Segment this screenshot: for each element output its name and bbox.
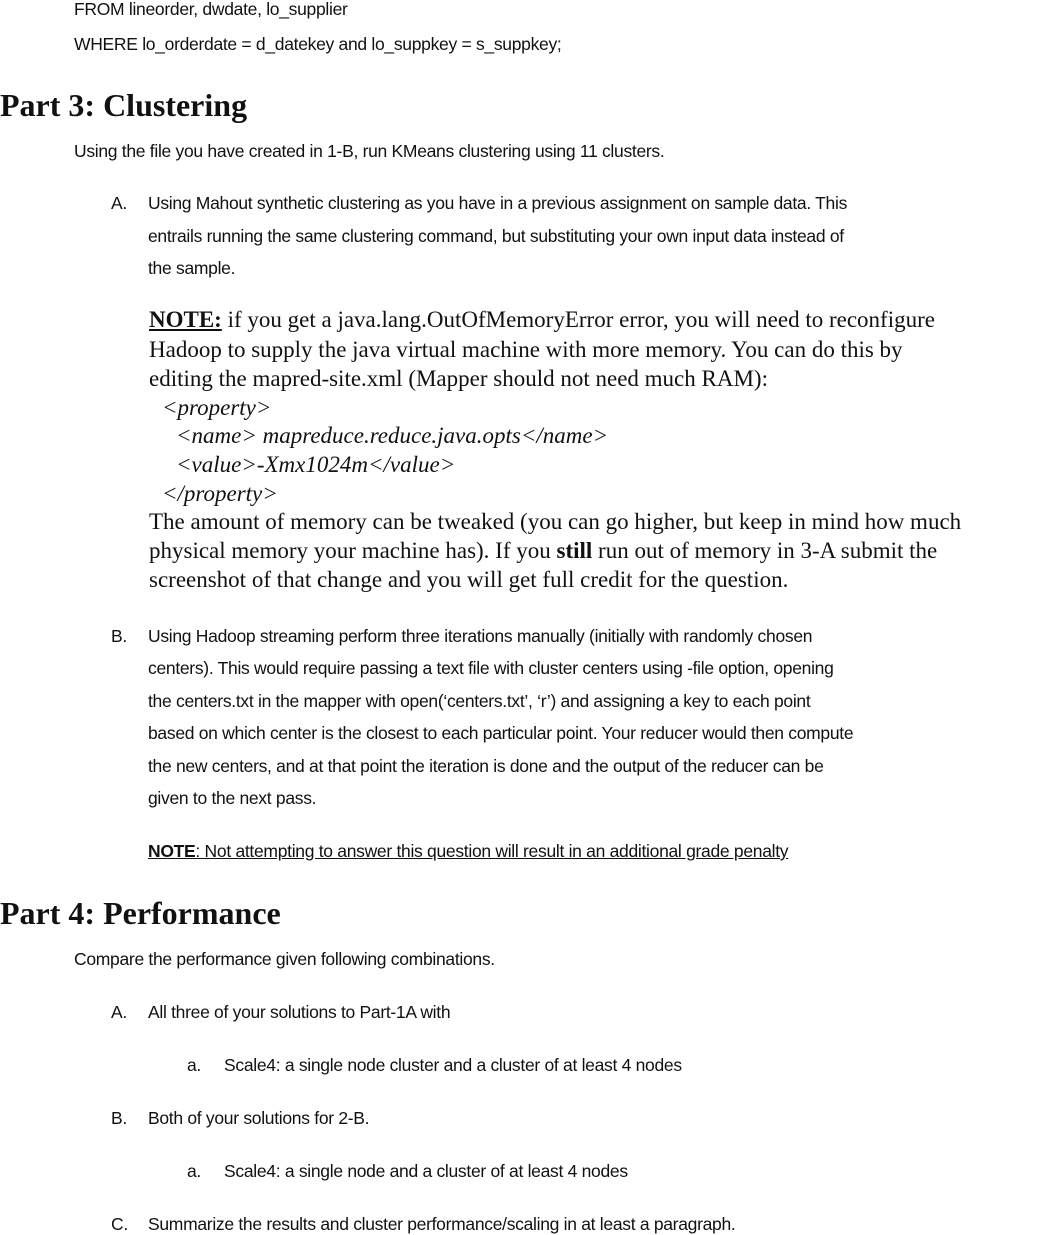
xml-code-line: <property> — [162, 395, 272, 420]
part3-b-line: the new centers, and at that point the iteration is done and the output of the reducer can be — [148, 756, 824, 776]
sql-from-line: FROM lineorder, dwdate, lo_supplier — [74, 0, 348, 19]
part4-b-sub-text: Scale4: a single node and a cluster of at least 4 nodes — [224, 1161, 628, 1181]
xml-code-line: <name> mapreduce.reduce.java.opts</name> — [176, 423, 609, 448]
xml-code-line: </property> — [162, 481, 278, 506]
part4-c-text: Summarize the results and cluster performance/scaling in at least a paragraph. — [148, 1214, 736, 1234]
part3-b-line: Using Hadoop streaming perform three iterations manually (initially with randomly chosen — [148, 626, 813, 646]
memory-note-line1: NOTE: if you get a java.lang.OutOfMemoryError error, you will need to reconfigure — [149, 307, 935, 332]
part4-intro: Compare the performance given following combinations. — [74, 949, 495, 969]
memory-after-line2: physical memory your machine has). If you still run out of memory in 3-A submit the — [149, 538, 938, 563]
memory-note-line2: Hadoop to supply the java virtual machine with more memory. You can do this by — [149, 337, 903, 362]
memory-after-line1: The amount of memory can be tweaked (you can go higher, but keep in mind how much — [149, 509, 962, 534]
part4-b-text: Both of your solutions for 2-B. — [148, 1108, 370, 1128]
note-label: NOTE: — [149, 307, 222, 332]
part4-a-sub-text: Scale4: a single node cluster and a cluster of at least 4 nodes — [224, 1055, 682, 1075]
part3-a-line: the sample. — [148, 258, 236, 278]
part3-b-line: the centers.txt in the mapper with open(‘centers.txt’, ‘r’) and assigning a key to each point — [148, 691, 811, 711]
part3-a-line: Using Mahout synthetic clustering as you have in a previous assignment on sample data. This — [148, 193, 848, 213]
part3-a-label: A. — [111, 193, 127, 213]
xml-code-line: <value>-Xmx1024m</value> — [176, 452, 456, 477]
part4-b-sub-label: a. — [187, 1161, 201, 1181]
part4-c-label: C. — [111, 1214, 128, 1234]
part4-a-sub-label: a. — [187, 1055, 201, 1075]
memory-note-line3: editing the mapred-site.xml (Mapper should not need much RAM): — [149, 366, 768, 391]
part3-intro: Using the file you have created in 1-B, run KMeans clustering using 11 clusters. — [74, 141, 665, 161]
part3-b-line: centers). This would require passing a text file with cluster centers using -file option, opening — [148, 658, 834, 678]
sql-where-line: WHERE lo_orderdate = d_datekey and lo_suppkey = s_suppkey; — [74, 34, 562, 54]
part3-heading: Part 3: Clustering — [0, 87, 248, 123]
penalty-note: NOTE: Not attempting to answer this question will result in an additional grade penalty — [148, 841, 789, 861]
part4-a-label: A. — [111, 1002, 127, 1022]
memory-after-line3: screenshot of that change and you will get full credit for the question. — [149, 567, 789, 592]
part3-b-line: based on which center is the closest to each particular point. Your reducer would then compute — [148, 723, 854, 743]
part3-b-label: B. — [111, 626, 127, 646]
part3-b-line: given to the next pass. — [148, 788, 317, 808]
part4-heading: Part 4: Performance — [0, 895, 281, 931]
part4-b-label: B. — [111, 1108, 127, 1128]
part4-a-text: All three of your solutions to Part-1A with — [148, 1002, 451, 1022]
part3-a-line: entrails running the same clustering command, but substituting your own input data instead of — [148, 226, 844, 246]
